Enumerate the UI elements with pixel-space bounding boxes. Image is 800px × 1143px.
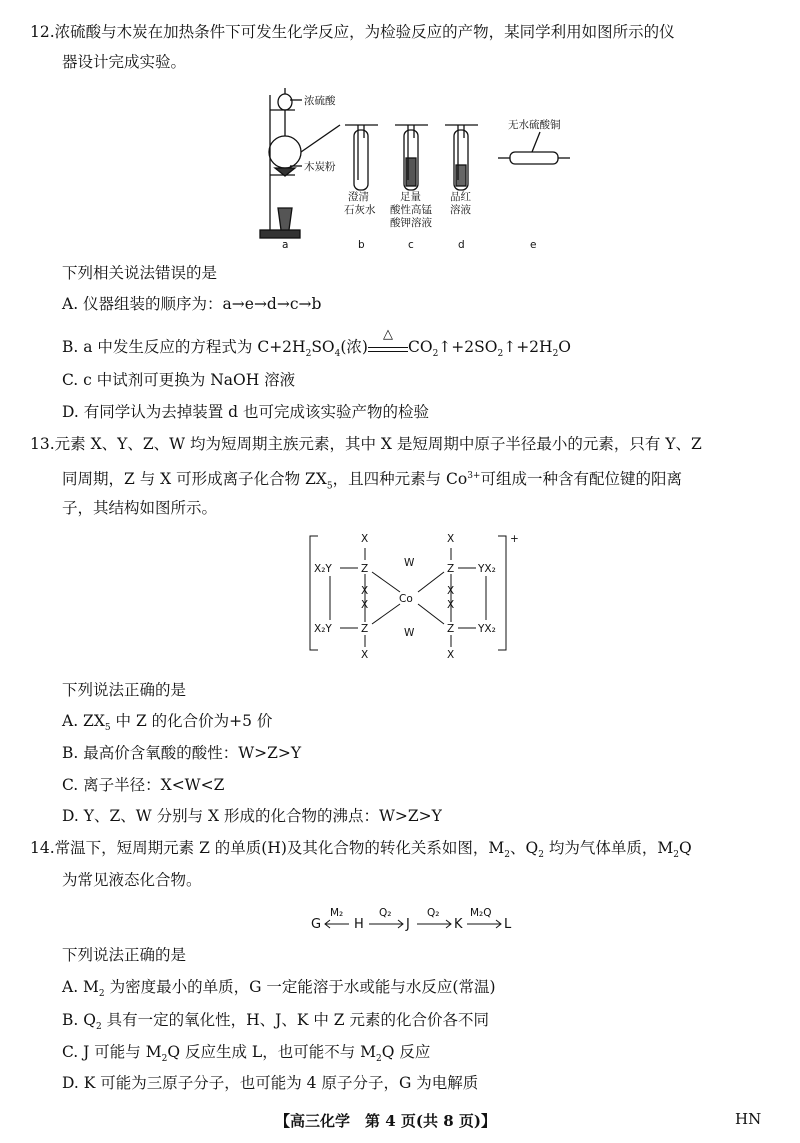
label-charcoal-powder: 木炭粉 bbox=[304, 161, 336, 173]
reagent-d-line1: 品红 bbox=[450, 191, 471, 203]
q14-option-b: B. $Q_2$ 具有一定的氧化性，H、J、K 中 Z 元素的化合价各不同 bbox=[62, 1011, 489, 1033]
q13-option-b: B. 最高价含氧酸的酸性：W>Z>Y bbox=[62, 744, 302, 762]
letter-a: a bbox=[282, 239, 289, 251]
label-concentrated-sulfuric-acid: 浓硫酸 bbox=[304, 95, 336, 107]
q12-option-d: D. 有同学认为去掉装置 d 也可完成该实验产物的检验 bbox=[62, 403, 430, 421]
apparatus-d bbox=[445, 125, 478, 190]
atom-x: X bbox=[447, 599, 455, 611]
q12-stem-line1: 12.浓硫酸与木炭在加热条件下可发生化学反应，为检验反应的产物，某同学利用如图所示的仪 bbox=[30, 23, 675, 41]
group-yx2: YX₂ bbox=[478, 563, 496, 575]
apparatus-b bbox=[345, 125, 378, 190]
heating-condition: △ bbox=[368, 339, 408, 352]
atom-z: Z bbox=[361, 623, 369, 635]
letter-d: d bbox=[458, 239, 465, 251]
q14-prompt: 下列说法正确的是 bbox=[62, 946, 187, 964]
q13-stem-line1: 13.元素 X、Y、Z、W 均为短周期主族元素，其中 X 是短周期中原子半径最小的元素，只有 Y、Z bbox=[30, 435, 702, 453]
apparatus-e bbox=[498, 132, 570, 164]
ion-charge: + bbox=[510, 533, 519, 545]
q13-prompt: 下列说法正确的是 bbox=[62, 681, 187, 699]
q12-option-a: A. 仪器组装的顺序为：a→e→d→c→b bbox=[62, 295, 322, 313]
atom-x: X bbox=[447, 533, 455, 545]
reagent-q2: Q₂ bbox=[427, 907, 440, 919]
q14-stem-line2: 为常见液态化合物。 bbox=[62, 871, 202, 889]
atom-w: W bbox=[404, 557, 415, 569]
atom-z: Z bbox=[447, 623, 455, 635]
reagent-m2: M₂ bbox=[330, 907, 344, 919]
atom-x: X bbox=[361, 585, 369, 597]
letter-c: c bbox=[408, 239, 414, 251]
q12-number: 12. bbox=[30, 23, 55, 41]
q12-apparatus-figure bbox=[240, 80, 580, 255]
reagent-c-line3: 酸钾溶液 bbox=[390, 217, 432, 229]
letter-e: e bbox=[530, 239, 537, 251]
reagent-b-line2: 石灰水 bbox=[344, 204, 376, 216]
reagent-b-line1: 澄清 bbox=[348, 191, 369, 203]
group-x2y: X₂Y bbox=[314, 563, 332, 575]
q13-stem-line2: 同周期，Z 与 X 可形成离子化合物 $ZX_5$，且四种元素与 $Co^{3+}$可组成一种含有配位键的阳离 bbox=[62, 470, 682, 492]
apparatus-c bbox=[395, 125, 428, 190]
q13-option-c: C. 离子半径：X<W<Z bbox=[62, 776, 225, 794]
species-k: K bbox=[454, 917, 463, 932]
reagent-d-line2: 溶液 bbox=[450, 204, 471, 216]
reagent-c-line1: 足量 bbox=[400, 191, 421, 203]
atom-z: Z bbox=[361, 563, 369, 575]
atom-x: X bbox=[447, 649, 455, 661]
q12-option-c: C. c 中试剂可更换为 NaOH 溶液 bbox=[62, 371, 296, 389]
q12-stem-line2: 器设计完成实验。 bbox=[62, 53, 187, 71]
page-footer: 【高三化学 第 4 页(共 8 页)】 bbox=[275, 1112, 496, 1130]
species-j: J bbox=[406, 917, 410, 932]
reagent-c-line2: 酸性高锰 bbox=[390, 204, 432, 216]
species-h: H bbox=[354, 917, 364, 932]
q14-option-d: D. K 可能为三原子分子，也可能为 4 原子分子，G 为电解质 bbox=[62, 1074, 479, 1092]
q13-number: 13. bbox=[30, 435, 55, 453]
species-l: L bbox=[504, 917, 512, 932]
q13-option-a: A. $ZX_5$ 中 Z 的化合价为+5 价 bbox=[62, 712, 273, 734]
label-anhydrous-copper-sulfate: 无水硫酸铜 bbox=[508, 119, 561, 131]
species-g: G bbox=[311, 917, 322, 932]
q14-option-a: A. $M_2$ 为密度最小的单质，G 一定能溶于水或能与水反应(常温) bbox=[62, 978, 496, 1000]
reagent-m2q: M₂Q bbox=[470, 907, 492, 919]
atom-co: Co bbox=[399, 593, 413, 605]
reagent-q2: Q₂ bbox=[379, 907, 392, 919]
atom-x: X bbox=[361, 533, 369, 545]
q12-prompt: 下列相关说法错误的是 bbox=[62, 264, 218, 282]
group-x2y: X₂Y bbox=[314, 623, 332, 635]
q14-conversion-scheme bbox=[305, 898, 535, 936]
q14-number: 14. bbox=[30, 839, 55, 857]
q13-stem-line3: 子，其结构如图所示。 bbox=[62, 499, 218, 517]
q14-option-c: C. J 可能与 $M_2Q$ 反应生成 L，也可能不与 $M_2Q$ 反应 bbox=[62, 1043, 431, 1065]
letter-b: b bbox=[358, 239, 365, 251]
atom-x: X bbox=[361, 599, 369, 611]
q14-stem-line1: 14.常温下，短周期元素 Z 的单质(H)及其化合物的转化关系如图，$M_2$、$Q_2$ 均为气体单质，$M_2Q$ bbox=[30, 839, 692, 861]
atom-z: Z bbox=[447, 563, 455, 575]
q12-option-b: B. a 中发生反应的方程式为 $C+2H_2SO_4$(浓) △ $CO_2↑+2SO_2↑+2H_2O$ bbox=[62, 327, 572, 360]
q13-structure-figure bbox=[300, 528, 530, 663]
region-code: HN bbox=[735, 1110, 762, 1128]
atom-w: W bbox=[404, 627, 415, 639]
group-yx2: YX₂ bbox=[478, 623, 496, 635]
scheme-arrows bbox=[325, 920, 501, 928]
atom-x: X bbox=[361, 649, 369, 661]
atom-x: X bbox=[447, 585, 455, 597]
q13-option-d: D. Y、Z、W 分别与 X 形成的化合物的沸点：W>Z>Y bbox=[62, 807, 442, 825]
